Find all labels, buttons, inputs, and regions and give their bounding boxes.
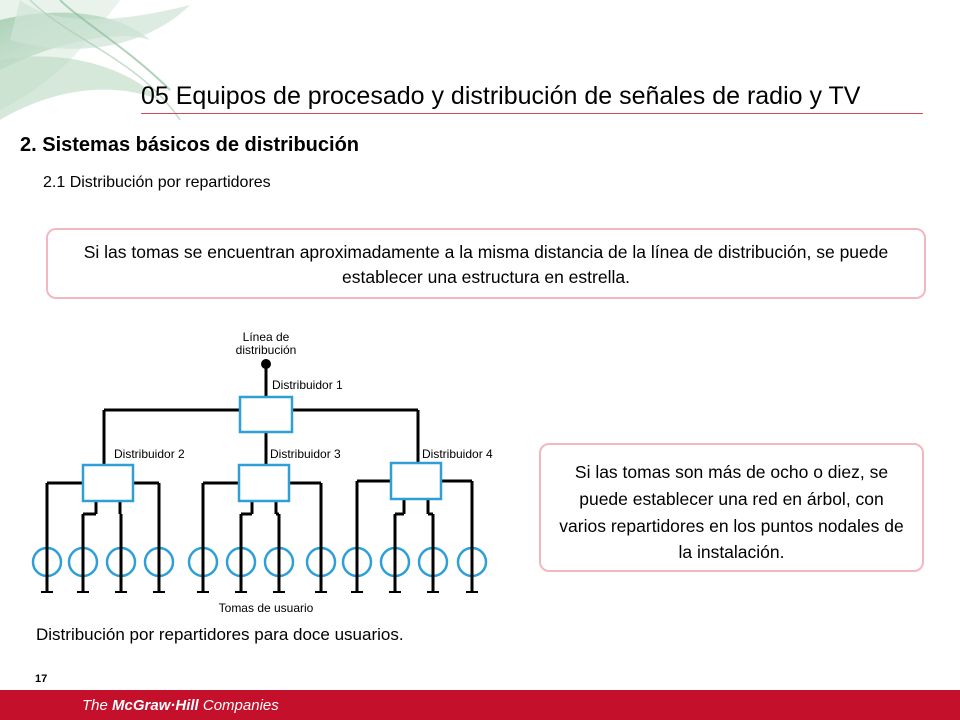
distributor-4-box bbox=[391, 463, 441, 499]
distributor-2-box bbox=[83, 465, 133, 501]
distributor-3-label: Distribuidor 3 bbox=[270, 447, 341, 461]
distributor-3-box bbox=[239, 465, 289, 501]
distributor-1-label: Distribuidor 1 bbox=[272, 378, 343, 392]
distributor-2-label: Distribuidor 2 bbox=[114, 447, 185, 461]
section-title: 2. Sistemas básicos de distribución bbox=[20, 134, 360, 156]
subsection-title: 2.1 Distribución por repartidores bbox=[43, 174, 271, 191]
publisher-prefix: The bbox=[82, 697, 113, 714]
distribution-tree-diagram bbox=[30, 322, 530, 622]
line-label-2: distribución bbox=[235, 343, 297, 357]
publisher-name: McGraw·Hill bbox=[112, 697, 199, 714]
publisher-suffix: Companies bbox=[198, 697, 279, 714]
outlets-label: Tomas de usuario bbox=[218, 601, 314, 615]
diagram-caption: Distribución por repartidores para doce usuarios. bbox=[36, 625, 404, 644]
line-label-1: Línea de bbox=[242, 330, 290, 344]
title-underline bbox=[141, 113, 923, 114]
user-outlets bbox=[33, 544, 486, 592]
chapter-title: 05 Equipos de procesado y distribución de señales de radio y TV bbox=[141, 82, 861, 110]
distributor-1-box bbox=[240, 397, 292, 432]
star-structure-note: Si las tomas se encuentran aproximadamente a la misma distancia de la línea de distribución, se puede establecer una estructura en estrella. bbox=[46, 228, 926, 299]
line-input-dot bbox=[261, 359, 271, 369]
tree-structure-note: Si las tomas son más de ocho o diez, se puede establecer una red en árbol, con varios repartidores en los puntos nodales de la instalación. bbox=[539, 443, 924, 572]
distributor-4-label: Distribuidor 4 bbox=[422, 447, 493, 461]
page-number: 17 bbox=[35, 673, 48, 685]
publisher-logo bbox=[82, 697, 279, 714]
